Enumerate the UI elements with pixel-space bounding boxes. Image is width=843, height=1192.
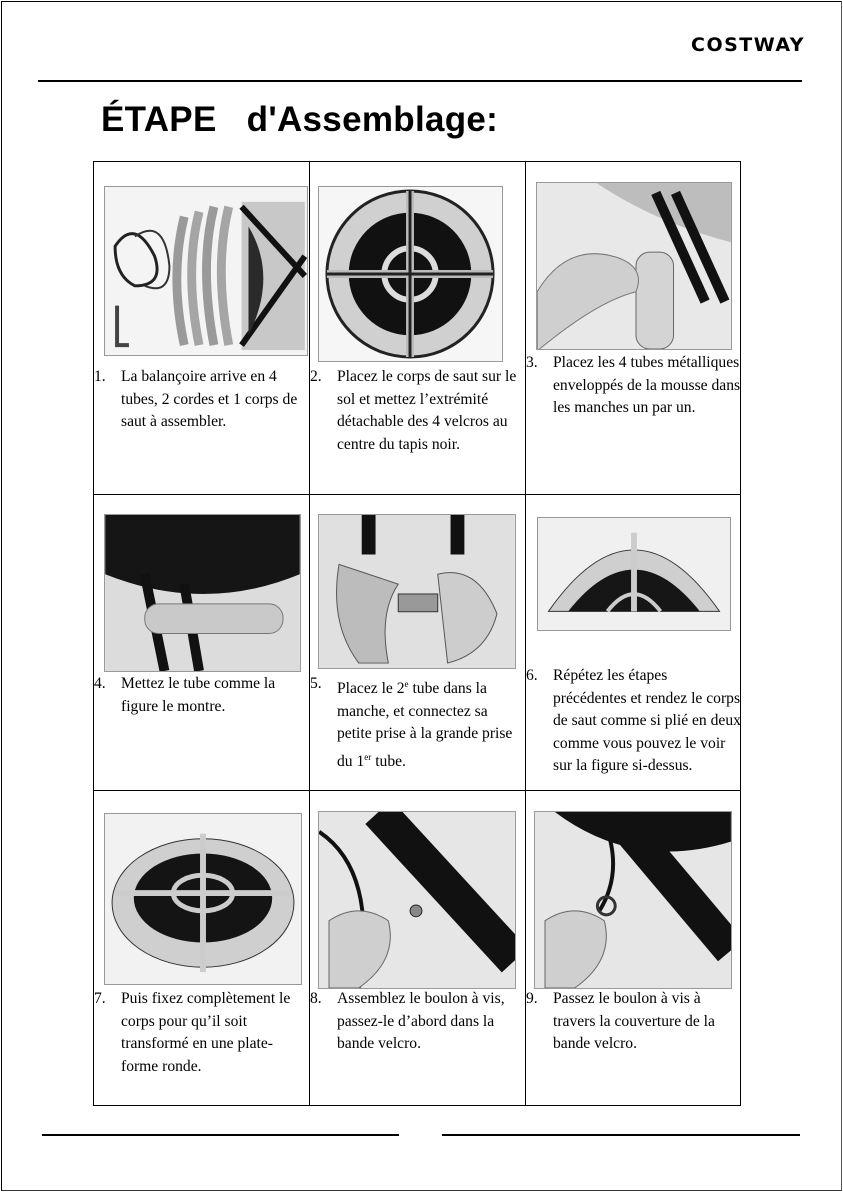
round-swing-body-photo (318, 186, 503, 362)
step-instruction: Assemblez le boulon à vis, passez-le d’abord dans la bande velcro. (337, 990, 505, 1052)
footer-rule-right (442, 1134, 800, 1136)
step-number: 4. (94, 675, 106, 692)
step-8 (310, 988, 523, 1056)
step-1 (94, 366, 307, 434)
grid-divider (94, 494, 740, 495)
step-7 (94, 988, 307, 1078)
step-number: 7. (94, 990, 106, 1007)
step-instruction: Mettez le tube comme la figure le montre. (121, 675, 276, 715)
step-instruction: Placez le 2e tube dans la manche, et connectez sa petite prise à la grande prise du 1er tube. (337, 679, 513, 770)
step-number: 2. (310, 368, 322, 385)
folded-half-photo (537, 517, 731, 631)
step-number: 9. (526, 990, 538, 1007)
insert-tube-photo (536, 182, 732, 350)
step-3 (526, 352, 742, 420)
bolt-through-cover-photo (534, 811, 732, 989)
brand-logo: COSTWAY (691, 34, 805, 56)
swing-parts-photo (104, 186, 308, 356)
step-number: 8. (310, 990, 322, 1007)
round-platform-photo (104, 813, 302, 985)
step-number: 1. (94, 368, 106, 385)
header-rule (38, 80, 802, 82)
step-9 (526, 988, 742, 1056)
step-4 (94, 673, 307, 718)
step-number: 5. (310, 675, 322, 692)
bolt-through-velcro-photo (318, 811, 516, 989)
footer-rule-left (42, 1134, 399, 1136)
grid-divider (94, 790, 740, 791)
connect-tubes-photo (318, 514, 516, 669)
step-instruction: Puis fixez complètement le corps pour qu’il soit transformé en une plate-forme ronde. (121, 990, 291, 1075)
tube-in-sleeve-photo (104, 514, 301, 672)
step-instruction: La balançoire arrive en 4 tubes, 2 cordes et 1 corps de saut à assembler. (121, 368, 298, 430)
step-instruction: Répétez les étapes précédentes et rendez le corps de saut comme si plié en deux comme vous pouvez le voir sur la figure si-dessus. (553, 667, 741, 774)
step-instruction: Placez le corps de saut sur le sol et mettez l’extrémité détachable des 4 velcros au centre du tapis noir. (337, 368, 517, 453)
grid-divider (525, 162, 526, 1105)
step-number: 3. (526, 354, 538, 371)
page-title: ÉTAPE d'Assemblage: (101, 100, 499, 139)
step-instruction: Passez le boulon à vis à travers la couverture de la bande velcro. (553, 990, 715, 1052)
step-5 (310, 673, 523, 773)
assembly-steps-grid (93, 161, 741, 1106)
step-number: 6. (526, 667, 538, 684)
step-instruction: Placez les 4 tubes métalliques enveloppés de la mousse dans les manches un par un. (553, 354, 741, 416)
step-6 (526, 665, 742, 778)
grid-divider (309, 162, 310, 1105)
step-2 (310, 366, 523, 456)
